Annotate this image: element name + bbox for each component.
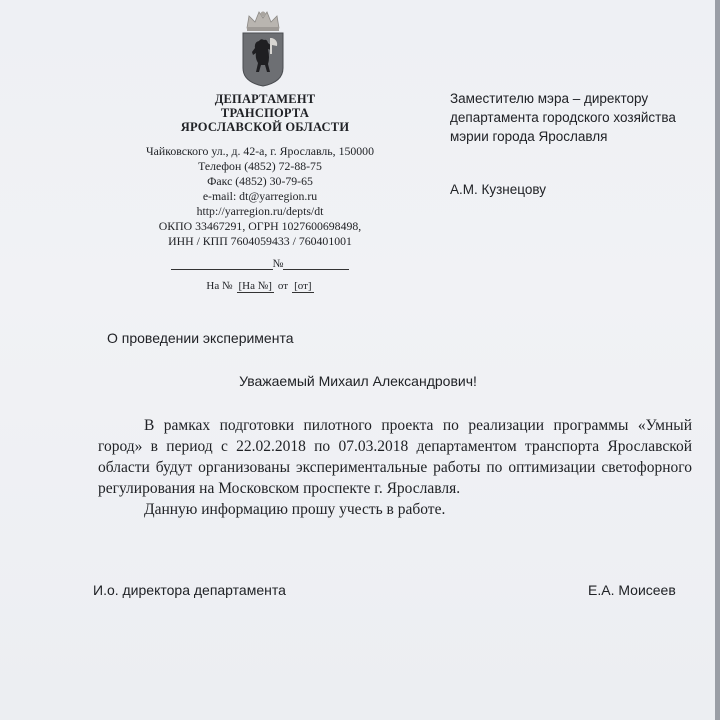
phone-line: Телефон (4852) 72-88-75 — [198, 159, 322, 173]
letter-body — [98, 415, 692, 520]
body-paragraph-1: В рамках подготовки пилотного проекта по реализации программы «Умный город» в период с 22.02.2018 по 07.03.2018 департаментом транспорта Ярославской области будут организованы экспериментальные работы по оптимизации светофорного регулирования на Московском проспекте г. Ярославля. — [98, 417, 692, 497]
number-sign: № — [272, 258, 284, 270]
background-edge — [715, 0, 720, 720]
org-line-3: ЯРОСЛАВСКОЙ ОБЛАСТИ — [180, 120, 350, 134]
fax-line: Факс (4852) 30-79-65 — [207, 174, 313, 188]
inn-line: ИНН / КПП 7604059433 / 760401001 — [168, 234, 352, 248]
signatory-name: Е.А. Моисеев — [588, 582, 676, 598]
letter-subject: О проведении эксперимента — [107, 330, 294, 346]
body-paragraph-2: Данную информацию прошу учесть в работе. — [144, 501, 446, 518]
date-blank — [171, 257, 273, 270]
codes-line: ОКПО 33467291, ОГРН 1027600698498, — [158, 219, 362, 233]
addressee-position: Заместителю мэра – директору департамента городского хозяйства мэрии города Ярославля — [450, 91, 676, 144]
address-line: Чайковского ул., д. 42-а, г. Ярославль, 150000 — [146, 144, 374, 158]
greeting: Уважаемый Михаил Александрович! — [239, 373, 477, 389]
organization-name — [145, 92, 385, 134]
signatory-title: И.о. директора департамента — [93, 582, 286, 598]
registration-number-line — [110, 257, 410, 270]
website-line: http://yarregion.ru/depts/dt — [196, 204, 324, 218]
ref-prefix: На № — [206, 280, 233, 292]
ref-from: от — [277, 280, 289, 292]
addressee-name: А.М. Кузнецову — [450, 182, 546, 197]
letterhead-contacts — [110, 144, 410, 249]
ref-date: [от] — [294, 280, 312, 292]
org-line-1: ДЕПАРТАМЕНТ — [214, 92, 316, 106]
number-blank — [283, 257, 349, 270]
reference-line — [110, 280, 410, 293]
ref-number: [На №] — [238, 280, 272, 292]
org-line-2: ТРАНСПОРТА — [220, 106, 310, 120]
email-line: e-mail: dt@yarregion.ru — [202, 189, 318, 203]
yaroslavl-coat-of-arms-icon — [239, 8, 287, 88]
